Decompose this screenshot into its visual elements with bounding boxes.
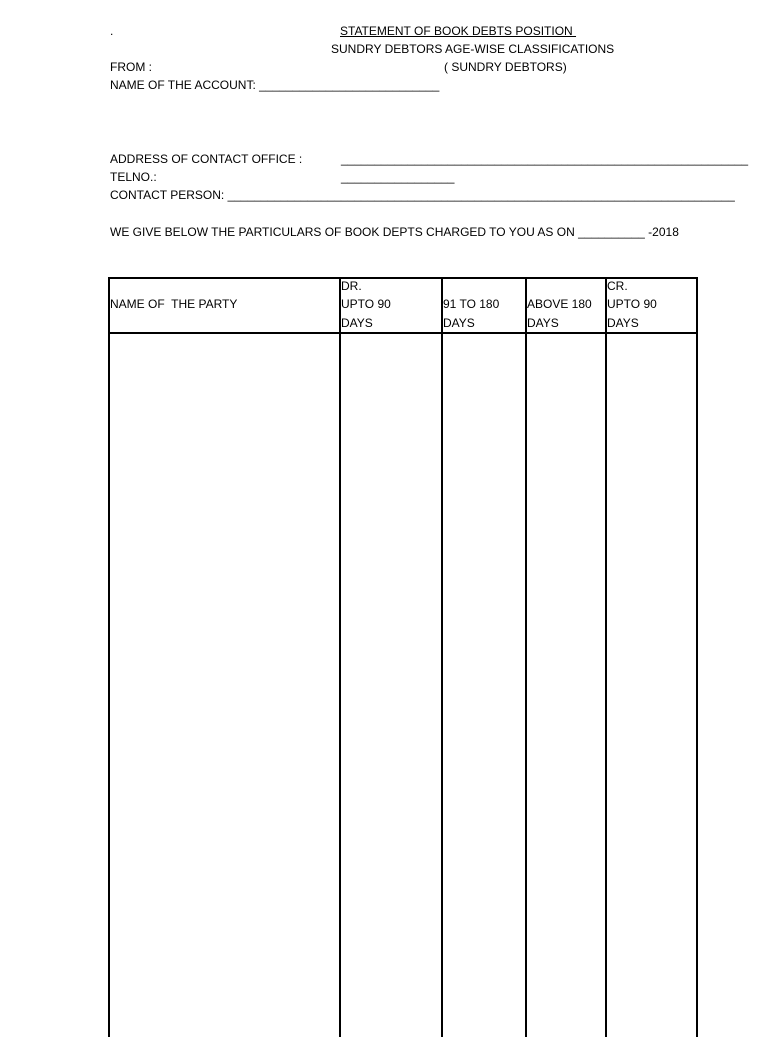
account-name-field: NAME OF THE ACCOUNT: ___________________________ [110, 78, 440, 92]
column-header-cr-upto-90: UPTO 90 [607, 297, 657, 311]
table-left-border [108, 277, 110, 1037]
column-divider-1 [339, 277, 341, 1037]
statement-text: WE GIVE BELOW THE PARTICULARS OF BOOK DEPTS CHARGED TO YOU AS ON __________ -2018 [110, 225, 679, 239]
leading-dot: . [110, 24, 114, 38]
column-header-party-name: NAME OF THE PARTY [110, 297, 238, 311]
column-header-cr-upto-90-days: DAYS [607, 316, 639, 330]
column-header-dr-marker: DR. [341, 279, 362, 293]
contact-person-field: CONTACT PERSON: ____________________________________________________________________________ [110, 188, 735, 202]
column-header-above-180: ABOVE 180 [527, 297, 592, 311]
column-header-cr-marker: CR. [607, 279, 628, 293]
column-header-91-to-180: 91 TO 180 [443, 297, 500, 311]
column-divider-2 [441, 277, 443, 1037]
column-header-above-180-days: DAYS [527, 316, 559, 330]
column-divider-4 [605, 277, 607, 1037]
table-right-border [696, 277, 698, 1037]
telno-line: _________________ [341, 170, 455, 184]
column-header-dr-upto-90-days: DAYS [341, 316, 373, 330]
document-subtitle: SUNDRY DEBTORS AGE-WISE CLASSIFICATIONS [331, 42, 615, 56]
telno-label: TELNO.: [110, 170, 157, 184]
column-header-dr-upto-90: UPTO 90 [341, 297, 391, 311]
address-label: ADDRESS OF CONTACT OFFICE : [110, 152, 303, 166]
column-divider-3 [525, 277, 527, 1037]
address-line: _____________________________________________________________ [341, 152, 749, 166]
from-label: FROM : [110, 60, 152, 74]
document-title: STATEMENT OF BOOK DEBTS POSITION [340, 24, 577, 38]
debtors-table [108, 277, 698, 1037]
column-header-91-to-180-days: DAYS [443, 316, 475, 330]
category-label: ( SUNDRY DEBTORS) [444, 60, 567, 74]
